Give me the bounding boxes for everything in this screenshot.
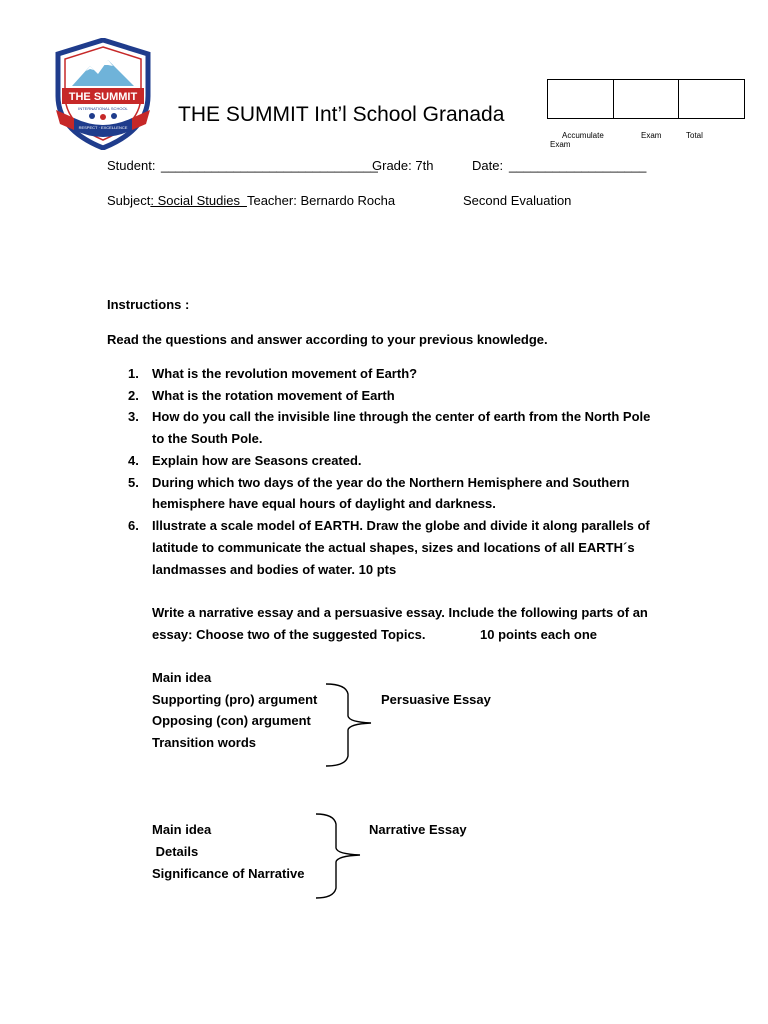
subject-row — [107, 193, 395, 208]
question-1-text: What is the revolution movement of Earth? — [152, 366, 418, 381]
accumulate-label: Accumulate — [562, 131, 604, 140]
essay-points: 10 points each one — [480, 627, 598, 642]
evaluation-label: Second Evaluation — [463, 193, 572, 208]
narrative-item: Significance of Narrative — [152, 866, 305, 881]
persuasive-bracket — [324, 682, 376, 772]
total-score-box[interactable] — [679, 80, 744, 118]
date-label: Date: — [472, 158, 504, 173]
narrative-item: Main idea — [152, 822, 212, 837]
school-logo — [52, 38, 154, 150]
essay-instruction-cont: essay: Choose two of the suggested Topics. — [152, 627, 426, 642]
essay-instruction: Write a narrative essay and a persuasive essay. Include the following parts of an — [152, 605, 648, 620]
narrative-essay-label: Narrative Essay — [369, 822, 467, 837]
narrative-item: Details — [152, 844, 199, 859]
question-1-number: 1. — [128, 366, 139, 381]
date-field[interactable]: ___________________ — [509, 158, 647, 173]
question-5-number: 5. — [128, 475, 139, 490]
instructions-heading: Instructions : — [107, 297, 190, 312]
student-label: Student: — [107, 158, 156, 173]
accumulate-score-box[interactable] — [548, 80, 614, 118]
question-2-text: What is the rotation movement of Earth — [152, 388, 395, 403]
question-2-number: 2. — [128, 388, 139, 403]
question-5-text: During which two days of the year do the Northern Hemisphere and Southern — [152, 475, 630, 490]
exam-label-overflow: Exam — [550, 140, 571, 149]
student-name-field[interactable]: ______________________________ — [161, 158, 378, 173]
subject-label: Subject — [107, 193, 151, 208]
logo-ribbon: RESPECT · EXCELLENCE — [78, 125, 128, 130]
question-6-text: Illustrate a scale model of EARTH. Draw the globe and divide it along parallels of — [152, 518, 650, 533]
question-3-text: How do you call the invisible line through the center of earth from the North Pole — [152, 409, 651, 424]
question-4-number: 4. — [128, 453, 139, 468]
persuasive-item: Main idea — [152, 670, 212, 685]
question-6-text-cont-2: landmasses and bodies of water. 10 pts — [152, 562, 397, 577]
persuasive-item: Transition words — [152, 735, 257, 750]
total-label: Total — [686, 131, 703, 140]
question-5-text-cont: hemisphere have equal hours of daylight and darkness. — [152, 496, 496, 511]
narrative-bracket — [314, 812, 366, 902]
logo-name: THE SUMMIT — [68, 91, 138, 103]
score-boxes — [547, 79, 745, 119]
question-6-text-cont-1: latitude to communicate the actual shapes, sizes and locations of all EARTH´s — [152, 540, 635, 555]
question-3-number: 3. — [128, 409, 139, 424]
exam-label: Exam — [641, 131, 662, 140]
exam-score-box[interactable] — [614, 80, 680, 118]
grade-label: Grade: 7th — [372, 158, 434, 173]
question-6-number: 6. — [128, 518, 139, 533]
persuasive-item: Opposing (con) argument — [152, 713, 311, 728]
subject-value: : Social Studies — [150, 193, 247, 208]
logo-subtitle: INTERNATIONAL SCHOOL — [78, 106, 128, 111]
instructions-text: Read the questions and answer according to your previous knowledge. — [107, 332, 548, 347]
question-3-text-cont: to the South Pole. — [152, 431, 263, 446]
school-title: THE SUMMIT Int’l School Granada — [178, 103, 505, 126]
teacher-name: Teacher: Bernardo Rocha — [246, 193, 396, 208]
question-4-text: Explain how are Seasons created. — [152, 453, 362, 468]
persuasive-item: Supporting (pro) argument — [152, 692, 318, 707]
persuasive-essay-label: Persuasive Essay — [381, 692, 491, 707]
